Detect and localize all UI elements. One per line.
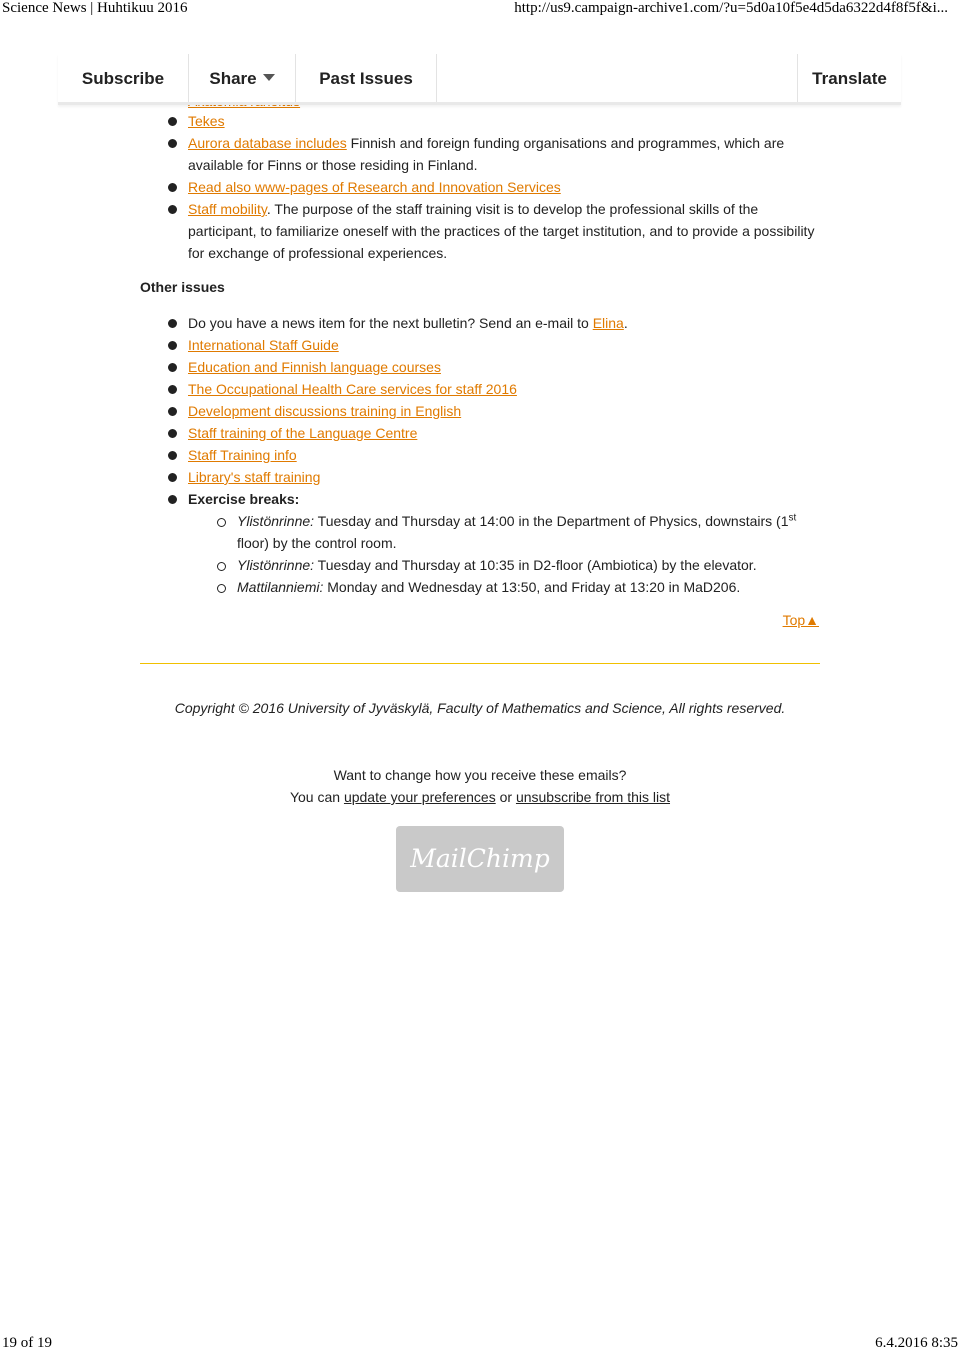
exercise-time: Tuesday and Thursday at 14:00 in the Department of Physics, downstairs (1 [314, 513, 789, 529]
finnish-courses-link[interactable]: Education and Finnish language courses [188, 359, 441, 375]
list-item [168, 312, 818, 334]
mailchimp-logo [396, 826, 564, 892]
print-datetime: 6.4.2016 8:35 [875, 1335, 958, 1351]
print-header [0, 0, 960, 20]
section-title-other-issues: Other issues [140, 279, 225, 295]
subscribe-label: Subscribe [81, 69, 165, 88]
exercise-time: Tuesday and Thursday at 10:35 in D2-floor (Ambiotica) by the elevator. [314, 557, 757, 573]
news-item-text: Do you have a news item for the next bulletin? Send an e-mail to [188, 315, 593, 331]
list-item [168, 198, 818, 264]
print-header-url: http://us9.campaign-archive1.com/?u=5d0a10f5e4d5da6322d4f8f5f&i... [514, 0, 948, 16]
list-item [217, 510, 818, 554]
list-item [217, 576, 818, 598]
divider [140, 663, 820, 664]
list-item [168, 110, 818, 132]
library-training-link[interactable]: Library's staff training [188, 469, 321, 485]
email-preferences [0, 764, 960, 808]
share-label: Share [209, 69, 257, 88]
staff-training-info-link[interactable]: Staff Training info [188, 447, 297, 463]
print-header-title: Science News | Huhtikuu 2016 [2, 0, 188, 16]
preferences-line [0, 786, 960, 808]
unsubscribe-link[interactable]: unsubscribe from this list [515, 789, 671, 805]
aurora-database-link[interactable]: Aurora database includes [188, 135, 347, 151]
tekes-link[interactable]: Tekes [188, 113, 225, 129]
back-to-top-link[interactable]: Top▲ [782, 612, 819, 628]
exercise-place: Ylistönrinne: [237, 513, 315, 529]
staff-mobility-description: . The purpose of the staff training visit is to develop the professional skills of the participant, to familiarize oneself with the practices of the target institution, and to provide a possibility for exchange of professional experiences. [188, 201, 815, 261]
page-number: 19 of 19 [2, 1335, 52, 1351]
exercise-time: Monday and Wednesday at 13:50, and Friday at 13:20 in MaD206. [323, 579, 741, 595]
language-centre-training-link[interactable]: Staff training of the Language Centre [188, 425, 418, 441]
preferences-text: You can [289, 789, 344, 805]
chevron-down-icon [263, 74, 275, 81]
list-item [217, 554, 818, 576]
list-item [168, 466, 818, 488]
update-preferences-link[interactable]: update your preferences [343, 789, 496, 805]
translate-label: Translate [812, 69, 887, 88]
past-issues-label: Past Issues [319, 69, 413, 88]
mailchimp-wordmark: MailChimp [410, 844, 550, 873]
exercise-sup: st [788, 512, 797, 524]
list-item [168, 132, 818, 176]
nav-divider [436, 54, 437, 102]
aurora-description: Finnish and foreign funding organisations and programmes, which are available for Finns or those residing in Finland. [188, 135, 785, 173]
elina-email-link[interactable]: Elina [592, 315, 624, 331]
exercise-place: Mattilanniemi: [237, 579, 324, 595]
health-care-link[interactable]: The Occupational Health Care services for staff 2016 [188, 381, 517, 397]
development-discussions-link[interactable]: Development discussions training in English [188, 403, 462, 419]
mailchimp-badge[interactable] [396, 826, 564, 892]
archive-navbar [58, 54, 901, 105]
other-issues-list [168, 312, 818, 598]
past-issues-button[interactable] [296, 54, 436, 102]
exercise-breaks-list [217, 510, 818, 598]
staff-mobility-link[interactable]: Staff mobility [188, 201, 267, 217]
list-item [168, 444, 818, 466]
print-footer [0, 1335, 960, 1353]
list-item [168, 356, 818, 378]
preferences-question: Want to change how you receive these emails? [333, 767, 627, 783]
list-item [168, 378, 818, 400]
list-item [168, 400, 818, 422]
list-item [168, 176, 818, 198]
share-button[interactable] [189, 54, 295, 102]
translate-button[interactable] [798, 54, 901, 102]
list-item [168, 488, 818, 598]
news-item-end: . [623, 315, 628, 331]
list-item [168, 334, 818, 356]
subscribe-button[interactable] [58, 54, 188, 102]
exercise-breaks-title: Exercise breaks: [188, 491, 300, 507]
list-item [168, 422, 818, 444]
international-staff-guide-link[interactable]: International Staff Guide [188, 337, 339, 353]
exercise-place: Ylistönrinne: [237, 557, 315, 573]
exercise-time-end: floor) by the control room. [237, 535, 397, 551]
research-services-link[interactable]: Read also www-pages of Research and Innovation Services [188, 179, 561, 195]
preferences-text-or: or [495, 789, 516, 805]
funding-list [168, 110, 818, 264]
copyright-text: Copyright © 2016 University of Jyväskylä, Faculty of Mathematics and Science, All rights reserved. [174, 700, 786, 716]
